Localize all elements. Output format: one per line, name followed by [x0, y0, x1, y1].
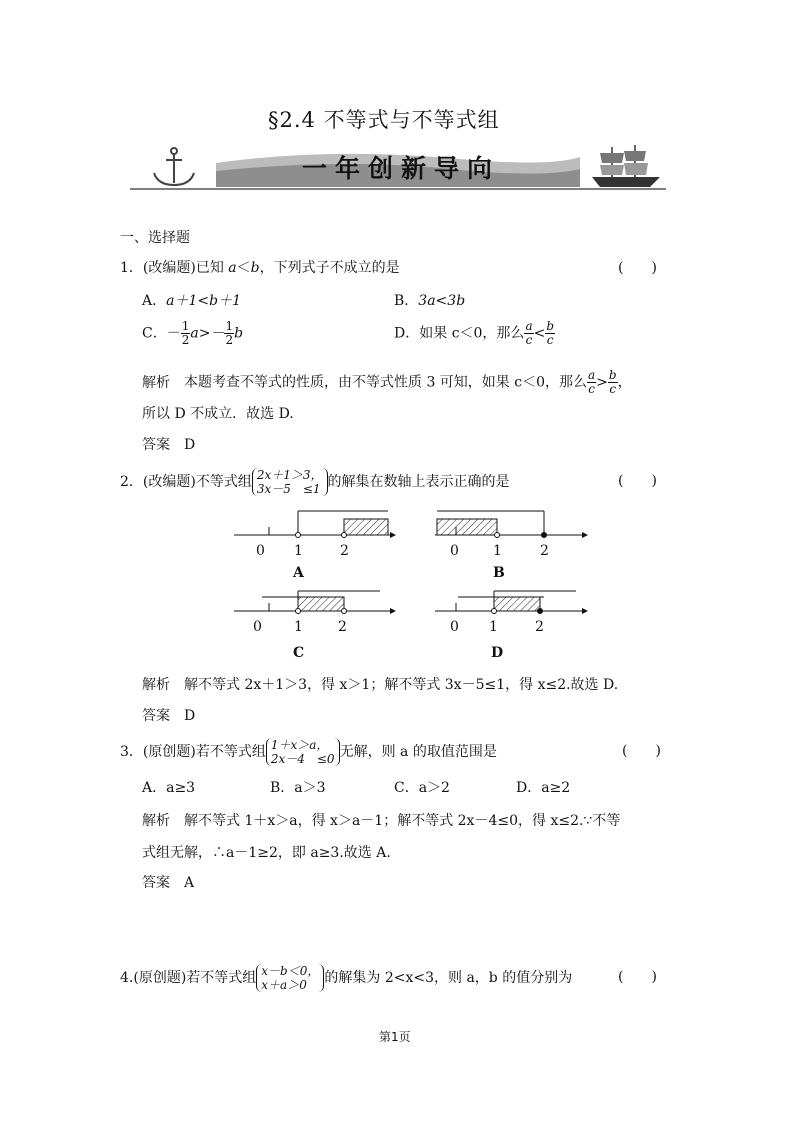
section-banner [130, 143, 666, 191]
q1-option-c-label: C． [142, 325, 167, 342]
tick-label: 0 [450, 619, 459, 635]
q1-cond-a: a [228, 260, 237, 276]
q1-analysis-line2: 所以 D 不成立．故选 D. [142, 406, 294, 422]
diagram-label-d: D [491, 645, 504, 661]
q3-analysis-line1 [142, 812, 620, 830]
q3-stem [120, 738, 497, 766]
q2-number-line-diagrams [230, 505, 600, 665]
page-title: §2.4 不等式与不等式组 [268, 108, 500, 132]
q1-stem-prefix: 1．(改编题)已知 [120, 260, 229, 276]
q1-analysis-end: ， [617, 374, 632, 391]
q4-stem-prefix: 4.(原创题)若不等式组 [120, 970, 257, 986]
tick-label: 1 [294, 543, 303, 559]
q3-option-d: D．a≥2 [516, 780, 571, 796]
tick-label: 0 [253, 619, 262, 635]
diagram-label-b: B [493, 565, 505, 581]
q1-analysis-fraction-1: $\frac{a}{c}$ [588, 368, 596, 396]
q1-option-b-label: B． [394, 293, 419, 309]
q1-option-c-fraction-1: $\frac{1}{2}$ [181, 319, 190, 347]
ship-icon [592, 145, 660, 187]
q2-analysis [142, 676, 618, 694]
q1-analysis-text: 本题考查不等式的性质，由不等式性质 3 可知，如果 c＜0，那么 [184, 374, 588, 391]
q3-stem-suffix: 无解，则 a 的取值范围是 [339, 744, 497, 760]
q2-analysis-text: 解不等式 2x＋1＞3，得 x＞1；解不等式 3x－5≤1，得 x≤2.故选 D. [184, 677, 619, 693]
tick-label: 2 [540, 543, 549, 559]
q1-option-a-text: a＋1<b＋1 [166, 293, 241, 309]
tick-label: 2 [535, 619, 544, 635]
q3-answer [142, 874, 194, 892]
tick-label: 0 [450, 543, 459, 559]
tick-label: 1 [489, 619, 498, 635]
q3-inequality-system: 1＋x＞a， 2x－4 ≤0 [266, 738, 340, 766]
q2-answer-label: 答案 [142, 708, 170, 724]
q3-stem-prefix: 3．(原创题)若不等式组 [120, 744, 266, 760]
q2-stem-prefix: 2．(改编题)不等式组 [120, 474, 252, 490]
diagram-d [435, 591, 588, 614]
q1-answer-label: 答案 [142, 437, 170, 453]
q1-analysis-line1 [142, 369, 632, 396]
tick-label: 0 [256, 543, 265, 559]
q1-answer-value: D [184, 437, 196, 453]
q3-option-a: A．a≥3 [142, 780, 196, 796]
q1-cond-op: ＜ [236, 260, 251, 276]
q2-stem-suffix: 的解集在数轴上表示正确的是 [327, 474, 510, 490]
q1-option-b-text: 3a<3b [418, 293, 466, 309]
tick-label: 1 [493, 543, 502, 559]
q1-cond-b: b [250, 260, 260, 276]
q1-stem-mid: ，下列式子不成立的是 [259, 260, 400, 276]
anchor-icon [154, 148, 194, 185]
q2-inequality-system: 2x＋1＞3， 3x－5 ≤1 [252, 468, 328, 496]
q1-analysis-fraction-2: $\frac{b}{c}$ [608, 368, 617, 396]
q1-option-c-minus: － [166, 325, 181, 342]
q1-stem [120, 259, 400, 277]
page-number: 第1页 [379, 1030, 411, 1044]
q2-analysis-label: 解析 [142, 677, 170, 693]
tick-label: 1 [294, 619, 303, 635]
q3-analysis-label: 解析 [142, 813, 170, 829]
diagram-b [435, 511, 588, 538]
q1-option-d [394, 320, 555, 347]
q3-option-c: C．a＞2 [394, 780, 450, 796]
q3-option-b: B．a＞3 [270, 780, 326, 796]
diagram-label-a: A [293, 565, 304, 581]
diagram-c [234, 591, 396, 614]
banner-text: 一年创新导向 [302, 154, 501, 183]
diagram-label-c: C [293, 645, 305, 661]
q1-option-d-label: D．如果 [394, 325, 452, 342]
q1-option-c-mid: a>－ [190, 325, 225, 342]
q4-answer-bracket: ( ) [618, 969, 657, 985]
q3-analysis-line2: 式组无解，∴a－1≥2，即 a≥3.故选 A. [142, 845, 391, 861]
q4-stem-suffix: 的解集为 2<x<3，则 a，b 的值分别为 [324, 970, 573, 986]
q1-option-c-fraction-2: $\frac{1}{2}$ [225, 319, 234, 347]
q1-option-a-label: A． [142, 293, 167, 309]
q1-option-d-fraction-2: $\frac{b}{c}$ [546, 319, 555, 347]
q3-answer-bracket: ( ) [622, 743, 661, 759]
diagram-a [234, 511, 396, 538]
q3-analysis-text: 解不等式 1＋x＞a，得 x＞a－1；解不等式 2x－4≤0，得 x≤2.∵不等 [184, 813, 621, 829]
q2-answer-bracket: ( ) [618, 473, 657, 489]
q1-option-a [142, 292, 241, 310]
section-heading: 一、选择题 [120, 230, 190, 246]
q1-option-d-cond: c＜0，那么 [451, 325, 525, 342]
q1-answer-bracket: ( ) [618, 260, 657, 276]
q4-inequality-system: x－b＜0， x＋a＞0 [256, 964, 324, 992]
q1-option-b [394, 292, 465, 310]
tick-label: 2 [338, 619, 347, 635]
q2-answer-value: D [184, 708, 196, 724]
q1-analysis-label: 解析 [142, 374, 170, 391]
q1-answer [142, 436, 195, 454]
tick-label: 2 [340, 543, 349, 559]
q3-answer-label: 答案 [142, 875, 170, 891]
q1-option-d-op: < [533, 325, 546, 342]
q3-answer-value: A [184, 875, 195, 891]
q1-option-c [142, 320, 243, 347]
q2-stem [120, 468, 510, 496]
q2-answer [142, 707, 195, 725]
q4-stem [120, 964, 572, 992]
q1-analysis-op: > [596, 374, 608, 391]
q1-option-d-fraction-1: $\frac{a}{c}$ [525, 319, 533, 347]
q1-option-c-end: b [234, 325, 244, 342]
